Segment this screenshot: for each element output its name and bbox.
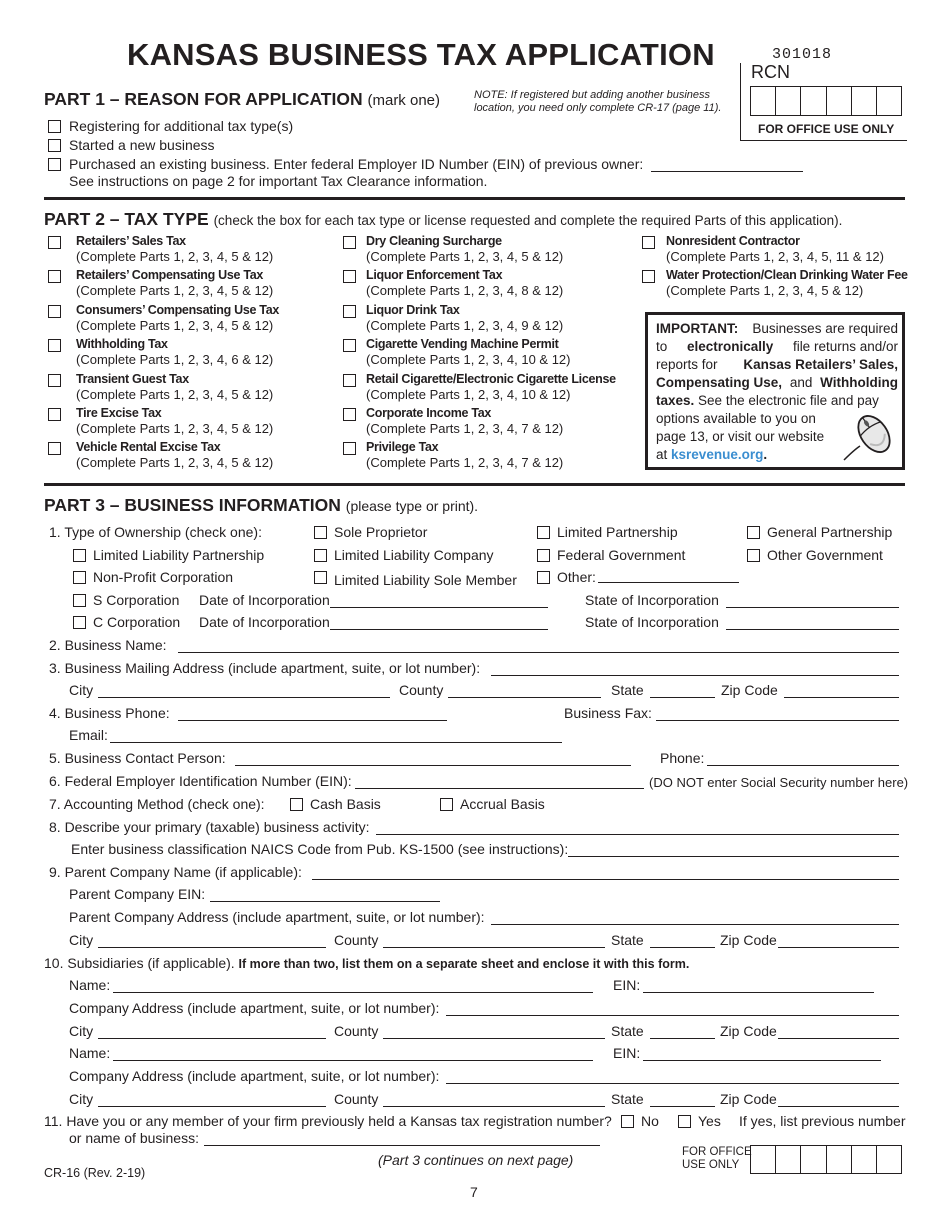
county-label: County (399, 682, 444, 698)
c-corp-date-label: Date of Incorporation (199, 614, 330, 630)
continues-note: (Part 3 continues on next page) (378, 1152, 574, 1168)
ownership-sole-proprietor-label: Sole Proprietor (334, 524, 428, 540)
ownership-other-government-label: Other Government (767, 547, 883, 563)
zip-label: Zip Code (720, 1091, 777, 1107)
page-title: KANSAS BUSINESS TAX APPLICATION (127, 37, 715, 72)
ownership-llp-label: Limited Liability Partnership (93, 547, 265, 563)
tax-type-required-parts: (Complete Parts 1, 2, 3, 4, 5 & 12) (76, 386, 274, 402)
tax-type-checkbox[interactable] (642, 270, 655, 283)
tax-type-required-parts: (Complete Parts 1, 2, 3, 4, 10 & 12) (366, 386, 571, 402)
page-number: 7 (470, 1184, 478, 1200)
contact-person-field[interactable] (235, 765, 631, 766)
reason-purchased-business-label: Purchased an existing business. Enter federal Employer ID Number (EIN) of previous owner: (69, 156, 644, 172)
ownership-federal-government-label: Federal Government (557, 547, 686, 563)
ownership-federal-government-checkbox[interactable] (537, 549, 550, 562)
form-revision: CR-16 (Rev. 2-19) (44, 1166, 146, 1180)
zip-label: Zip Code (720, 1023, 777, 1039)
tax-type-name: Tire Excise Tax (76, 406, 162, 420)
accrual-basis-checkbox[interactable] (440, 798, 453, 811)
tax-type-required-parts: (Complete Parts 1, 2, 3, 4, 5 & 12) (76, 455, 274, 471)
ownership-nonprofit-label: Non-Profit Corporation (93, 569, 234, 585)
ownership-limited-partnership-checkbox[interactable] (537, 526, 550, 539)
sub2-address-field[interactable] (446, 1083, 899, 1084)
state-label: State (611, 1091, 644, 1107)
business-activity-field[interactable] (376, 834, 899, 835)
tax-type-required-parts: (Complete Parts 1, 2, 3, 4, 10 & 12) (366, 352, 571, 368)
tax-type-checkbox[interactable] (48, 270, 61, 283)
parent-company-field[interactable] (312, 879, 899, 880)
sub1-ein-label: EIN: (613, 977, 641, 993)
mailing-address-field[interactable] (491, 675, 899, 676)
state-label: State (611, 1023, 644, 1039)
city-label: City (69, 682, 94, 698)
tax-type-checkbox[interactable] (343, 374, 356, 387)
city-label: City (69, 1023, 94, 1039)
fein-field[interactable] (355, 788, 644, 789)
prior-business-label: or name of business: (69, 1130, 199, 1146)
tax-type-required-parts: (Complete Parts 1, 2, 3, 4, 7 & 12) (366, 455, 564, 471)
tax-type-required-parts: (Complete Parts 1, 2, 3, 4, 7 & 12) (366, 421, 564, 436)
ownership-c-corp-checkbox[interactable] (73, 616, 86, 629)
sub1-city-field[interactable] (98, 1038, 326, 1039)
mailing-county-field[interactable] (448, 697, 601, 698)
ownership-llp-checkbox[interactable] (73, 549, 86, 562)
city-label: City (69, 1091, 94, 1107)
sub1-state-field[interactable] (650, 1038, 715, 1039)
tax-type-checkbox[interactable] (343, 339, 356, 352)
tax-type-name: Retailers’ Compensating Use Tax (76, 268, 264, 283)
prior-registration-yes-label: Yes (698, 1113, 721, 1129)
prior-registration-tail: If yes, list previous number (739, 1113, 906, 1129)
zip-label: Zip Code (721, 682, 778, 698)
parent-ein-label: Parent Company EIN: (69, 886, 206, 902)
tax-type-checkbox[interactable] (48, 339, 61, 352)
important-line: Kansas Retailers’ Sales, (743, 357, 898, 372)
reason-new-business-checkbox[interactable] (48, 139, 61, 152)
tax-type-name: Transient Guest Tax (76, 371, 189, 386)
county-label: County (334, 1023, 379, 1039)
business-activity-label: 8. Describe your primary (taxable) business activity: (49, 819, 370, 835)
contact-phone-field[interactable] (707, 765, 899, 766)
ownership-other-field[interactable] (598, 582, 739, 583)
sub1-address-field[interactable] (446, 1015, 899, 1016)
tax-type-checkbox[interactable] (48, 408, 61, 421)
tax-type-required-parts: (Complete Parts 1, 2, 3, 4, 5 & 12) (76, 249, 274, 264)
s-corp-state-field[interactable] (726, 607, 899, 608)
sub2-state-field[interactable] (650, 1106, 715, 1107)
rcn-label: RCN (751, 62, 790, 82)
tax-type-name: Vehicle Rental Excise Tax (76, 440, 221, 455)
tax-type-required-parts: (Complete Parts 1, 2, 3, 4, 5 & 12) (76, 283, 274, 299)
parent-county-field[interactable] (383, 947, 605, 948)
tax-type-name: Privilege Tax (366, 440, 439, 455)
part2-heading: PART 2 – TAX TYPE (check the box for each tax type or license requested and complete the required Parts of this application). (44, 209, 843, 229)
parent-address-field[interactable] (491, 924, 899, 925)
section-divider (44, 483, 905, 486)
c-corp-state-field[interactable] (726, 629, 899, 630)
ownership-general-partnership-label: General Partnership (767, 524, 893, 540)
ownership-other-label: Other: (557, 569, 596, 585)
reason-new-business-label: Started a new business (69, 137, 215, 153)
tax-type-name: Liquor Enforcement Tax (366, 268, 503, 283)
c-corp-date-field[interactable] (330, 629, 548, 630)
business-fax-field[interactable] (656, 720, 899, 721)
s-corp-date-label: Date of Incorporation (199, 592, 330, 608)
important-line: file returns and/or (792, 339, 898, 354)
state-label: State (611, 682, 644, 698)
sub1-ein-field[interactable] (643, 992, 874, 993)
ownership-other-government-checkbox[interactable] (747, 549, 760, 562)
computer-mouse-icon (840, 410, 898, 462)
tax-type-name: Cigarette Vending Machine Permit (366, 337, 559, 352)
parent-address-label: Parent Company Address (include apartment, suite, or lot number): (69, 909, 485, 925)
fein-note: (DO NOT enter Social Security number here) (649, 775, 909, 790)
tax-clearance-note: See instructions on page 2 for important Tax Clearance information. (69, 173, 488, 189)
ownership-s-corp-checkbox[interactable] (73, 594, 86, 607)
previous-owner-ein-field[interactable] (651, 171, 803, 172)
prior-registration-no-checkbox[interactable] (621, 1115, 634, 1128)
tax-type-checkbox[interactable] (343, 408, 356, 421)
accrual-basis-label: Accrual Basis (460, 796, 545, 812)
mailing-address-label: 3. Business Mailing Address (include apartment, suite, or lot number): (49, 660, 481, 676)
accounting-method-label: 7. Accounting Method (check one): (49, 796, 265, 812)
prior-registration-yes-checkbox[interactable] (678, 1115, 691, 1128)
office-use-input[interactable] (750, 1145, 902, 1174)
subsidiaries-label: 10. Subsidiaries (if applicable). If more than two, list them on a separate sheet and enclose it with this form. (44, 955, 690, 971)
tax-type-checkbox[interactable] (343, 270, 356, 283)
city-label: City (69, 932, 94, 948)
part3-heading: PART 3 – BUSINESS INFORMATION (please type or print). (44, 495, 479, 515)
tax-type-checkbox[interactable] (48, 236, 61, 249)
reason-purchased-business-checkbox[interactable] (48, 158, 61, 171)
form-number: 301018 (772, 46, 833, 63)
tax-type-checkbox[interactable] (343, 442, 356, 455)
ownership-nonprofit-checkbox[interactable] (73, 571, 86, 584)
s-corp-date-field[interactable] (330, 607, 548, 608)
business-phone-field[interactable] (178, 720, 447, 721)
tax-type-required-parts: (Complete Parts 1, 2, 3, 4, 5, 11 & 12) (666, 249, 884, 264)
tax-type-required-parts: (Complete Parts 1, 2, 3, 4, 9 & 12) (366, 317, 564, 333)
tax-type-name: Nonresident Contractor (666, 234, 800, 248)
important-line: reports for (656, 357, 718, 372)
important-line: to (656, 339, 668, 354)
sub1-county-field[interactable] (383, 1038, 605, 1039)
business-name-label: 2. Business Name: (49, 637, 167, 653)
mailing-state-field[interactable] (650, 697, 715, 698)
prior-business-field[interactable] (204, 1145, 600, 1146)
parent-company-label: 9. Parent Company Name (if applicable): (49, 864, 302, 880)
part1-heading: PART 1 – REASON FOR APPLICATION (mark one) (44, 89, 441, 109)
prior-registration-no-label: No (641, 1113, 659, 1129)
tax-type-required-parts: (Complete Parts 1, 2, 3, 4, 5 & 12) (76, 317, 274, 333)
office-use-label: FOR OFFICE USE ONLY (758, 122, 895, 136)
fein-label: 6. Federal Employer Identification Number (EIN): (49, 773, 352, 789)
sub2-county-field[interactable] (383, 1106, 605, 1107)
sub1-zip-field[interactable] (778, 1038, 899, 1039)
tax-type-name: Liquor Drink Tax (366, 302, 460, 317)
contact-phone-label: Phone: (660, 750, 705, 766)
c-corp-state-label: State of Incorporation (585, 614, 719, 630)
ownership-llc-label: Limited Liability Company (334, 547, 494, 563)
ownership-c-corp-label: C Corporation (93, 614, 181, 630)
parent-city-field[interactable] (98, 947, 326, 948)
sub2-city-field[interactable] (98, 1106, 326, 1107)
email-label: Email: (69, 727, 108, 743)
cash-basis-checkbox[interactable] (290, 798, 303, 811)
tax-type-required-parts: (Complete Parts 1, 2, 3, 4, 8 & 12) (366, 283, 564, 299)
important-line: electronically (686, 339, 774, 354)
sub2-name-field[interactable] (113, 1060, 593, 1061)
parent-ein-field[interactable] (210, 901, 440, 902)
tax-type-checkbox[interactable] (343, 305, 356, 318)
tax-type-name: Retail Cigarette/Electronic Cigarette License (366, 371, 616, 386)
ownership-llsm-label: Limited Liability Sole Member (334, 572, 517, 588)
ownership-llsm-checkbox[interactable] (314, 571, 327, 584)
ownership-question: 1. Type of Ownership (check one): (49, 524, 262, 540)
part1-note-line1: NOTE: If registered but adding another business (474, 89, 711, 101)
tax-type-required-parts: (Complete Parts 1, 2, 3, 4, 6 & 12) (76, 352, 274, 368)
important-label: IMPORTANT: (656, 321, 739, 336)
important-line: taxes. (656, 393, 695, 408)
rcn-input[interactable] (750, 86, 902, 116)
business-name-field[interactable] (178, 652, 899, 653)
ownership-limited-partnership-label: Limited Partnership (557, 524, 678, 540)
tax-type-name: Corporate Income Tax (366, 406, 492, 420)
sub2-ein-label: EIN: (613, 1045, 641, 1061)
important-line: Withholding (820, 375, 898, 390)
tax-type-checkbox[interactable] (48, 305, 61, 318)
tax-type-checkbox[interactable] (48, 442, 61, 455)
tax-type-required-parts: (Complete Parts 1, 2, 3, 4, 5 & 12) (366, 249, 564, 264)
tax-type-name: Consumers’ Compensating Use Tax (76, 302, 280, 317)
reason-additional-tax-checkbox[interactable] (48, 120, 61, 133)
ownership-s-corp-label: S Corporation (93, 592, 180, 608)
sub2-zip-field[interactable] (778, 1106, 899, 1107)
important-line: Businesses are required (752, 321, 898, 336)
business-phone-label: 4. Business Phone: (49, 705, 170, 721)
county-label: County (334, 1091, 379, 1107)
naics-field[interactable] (568, 856, 899, 857)
state-label: State (611, 932, 644, 948)
office-use-only-label: FOR OFFICE USE ONLY (682, 1146, 752, 1171)
tax-type-required-parts: (Complete Parts 1, 2, 3, 4, 5 & 12) (76, 421, 274, 436)
ownership-other-checkbox[interactable] (537, 571, 550, 584)
tax-type-required-parts: (Complete Parts 1, 2, 3, 4, 5 & 12) (666, 283, 864, 299)
prior-registration-question: 11. Have you or any member of your firm previously held a Kansas tax registration number? (44, 1113, 612, 1129)
parent-zip-field[interactable] (778, 947, 899, 948)
tax-type-name: Retailers’ Sales Tax (76, 234, 186, 248)
important-line: options available to you on (656, 411, 816, 426)
county-label: County (334, 932, 379, 948)
zip-label: Zip Code (720, 932, 777, 948)
important-line: Compensating Use, (656, 375, 783, 390)
part1-note-line2: location, you need only complete CR-17 (page 11). (474, 102, 722, 114)
tax-type-name: Dry Cleaning Surcharge (366, 234, 502, 248)
tax-type-checkbox[interactable] (343, 236, 356, 249)
sub2-name-label: Name: (69, 1045, 111, 1061)
sub1-address-label: Company Address (include apartment, suite, or lot number): (69, 1000, 440, 1016)
business-fax-label: Business Fax: (564, 705, 652, 721)
tax-type-name: Withholding Tax (76, 337, 168, 352)
contact-person-label: 5. Business Contact Person: (49, 750, 226, 766)
s-corp-state-label: State of Incorporation (585, 592, 719, 608)
ksrevenue-link[interactable]: ksrevenue.org (671, 447, 764, 462)
parent-state-field[interactable] (650, 947, 715, 948)
ownership-general-partnership-checkbox[interactable] (747, 526, 760, 539)
section-divider (44, 197, 905, 200)
sub1-name-field[interactable] (113, 992, 593, 993)
naics-label: Enter business classification NAICS Code from Pub. KS-1500 (see instructions): (71, 841, 569, 857)
reason-additional-tax-label: Registering for additional tax type(s) (69, 118, 294, 134)
email-field[interactable] (110, 742, 562, 743)
important-notice-box: IMPORTANT: Businesses are required to electronically file returns and/or reports for Kansas Retailers’ Sales, Compensating Use, and Withholding taxes. See the electronic file and pay options available to you on page 13, or visit our website at ksrevenue.org. (645, 312, 905, 470)
important-line: and (789, 375, 813, 390)
sub1-name-label: Name: (69, 977, 111, 993)
ownership-sole-proprietor-checkbox[interactable] (314, 526, 327, 539)
sub2-address-label: Company Address (include apartment, suite, or lot number): (69, 1068, 440, 1084)
mailing-zip-field[interactable] (784, 697, 899, 698)
important-line: at (656, 447, 668, 462)
sub2-ein-field[interactable] (643, 1060, 881, 1061)
tax-type-name: Water Protection/Clean Drinking Water Fee (666, 268, 908, 283)
tax-type-checkbox[interactable] (48, 374, 61, 387)
important-line: See the electronic file and pay (698, 393, 879, 408)
cash-basis-label: Cash Basis (310, 796, 381, 812)
tax-type-checkbox[interactable] (642, 236, 655, 249)
ownership-llc-checkbox[interactable] (314, 549, 327, 562)
mailing-city-field[interactable] (98, 697, 390, 698)
important-line: page 13, or visit our website (656, 429, 825, 444)
